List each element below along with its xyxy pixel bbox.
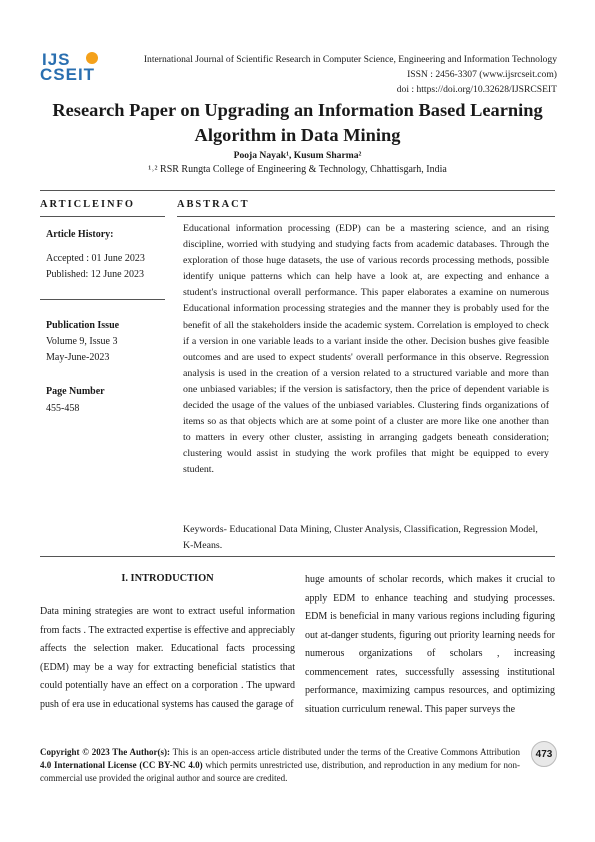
journal-header bbox=[102, 52, 557, 97]
license-text-a: This is an open-access article distributed under the terms of the Creative Commons Attribution bbox=[170, 747, 520, 757]
journal-logo bbox=[40, 50, 100, 92]
journal-doi[interactable]: doi : https://doi.org/10.32628/IJSRCSEIT bbox=[396, 84, 557, 95]
divider-top bbox=[40, 190, 555, 191]
publication-issue-label: Publication Issue bbox=[46, 320, 120, 331]
license-text-b: which permits unrestricted use, distribution, and reproduction in any medium for non-commercial use provided the original author and source are credited. bbox=[40, 760, 520, 783]
page-number-label: Page Number bbox=[46, 386, 105, 397]
divider-abstract bbox=[177, 216, 555, 217]
paper-affiliation: ¹˒² RSR Rungta College of Engineering & Technology, Chhattisgarh, India bbox=[148, 164, 447, 175]
introduction-heading: I. INTRODUCTION bbox=[121, 573, 214, 584]
logo-dot-icon bbox=[86, 52, 98, 64]
journal-issn: ISSN : 2456-3307 (www.ijsrcseit.com) bbox=[407, 69, 557, 80]
license-name[interactable]: 4.0 International License (CC BY-NC 4.0) bbox=[40, 760, 203, 770]
page-number-badge: 473 bbox=[531, 741, 557, 767]
copyright-notice bbox=[40, 746, 520, 785]
page-range: 455-458 bbox=[46, 403, 80, 414]
article-info-heading: ARTICLEINFO bbox=[40, 199, 135, 210]
keywords: Keywords- Educational Data Mining, Cluster Analysis, Classification, Regression Model, K-Means. bbox=[183, 524, 538, 552]
logo-text-top: IJS bbox=[42, 50, 71, 69]
logo-text-bottom: CSEIT bbox=[40, 65, 96, 84]
published-date: Published: 12 June 2023 bbox=[46, 269, 145, 280]
accepted-date: Accepted : 01 June 2023 bbox=[46, 253, 145, 264]
publication-period: May-June-2023 bbox=[46, 352, 110, 363]
divider-bottom bbox=[40, 556, 555, 557]
journal-name: International Journal of Scientific Research in Computer Science, Engineering and Information Technology bbox=[143, 54, 557, 65]
article-history-label: Article History: bbox=[46, 229, 114, 240]
volume-issue: Volume 9, Issue 3 bbox=[46, 336, 118, 347]
copyright-label: Copyright © 2023 The Author(s): bbox=[40, 747, 170, 757]
divider-history bbox=[40, 299, 165, 300]
abstract-heading: ABSTRACT bbox=[177, 199, 250, 210]
paper-title: Research Paper on Upgrading an Information Based Learning Algorithm in Data Mining bbox=[52, 100, 543, 145]
divider-info bbox=[40, 216, 165, 217]
paper-authors: Pooja Nayak¹, Kusum Sharma² bbox=[233, 150, 362, 161]
abstract-text: Educational information processing (EDP) can be a mastering science, and an rising discipline, worried with studying and studying facts from academic databases. Through the exploration of those huge datasets, the use of various records processing methods, possible identify unique patterns which can help have a look at, are expecting and enhance a student's instructional overall performance. This paper elaborates a examine on numerous Educational information processing strategies and the manner they is probably used for the benefit of all the stakeholders inside the academic system. Correlation is employed to check if a version in one variable leads to a variant inside the other. Decision bushes give feasible outcomes and are used to expect students' overall performance in this observe. Regression analysis is used in the creation of a version related to a structured variable and more than one unbiased variables; if the version is satisfactory, then the price of dependent variable is decided the usage of the values of the unbiased variables. Clustering finds organizations of items so as that objects which are at some point of a cluster are more like one another than to matters in every other cluster, assisting in arranging gadgets beneath consideration; clustering would assist in studying the work profiles that might be equipped to every student. bbox=[183, 223, 549, 476]
introduction-right-column: huge amounts of scholar records, which makes it crucial to apply EDM to enhance teaching and studying processes. EDM is beneficial in many various regions including figuring out at-danger students, figuring out priority learning needs for numerous organizations of scholars , increasing commencement rates, successfully assessing institutional performance, maximizing campus resources, and optimizing situation curriculum renewal. This paper surveys the bbox=[305, 574, 555, 715]
introduction-left-column: Data mining strategies are wont to extract useful information from facts . The extracted expertise is effective and appreciably affects the selection maker. Educational facts processing (EDM) may be a way for extracting beneficial statistics that could potentially have an effect on a corporation . The upward push of era use in educational systems has caused the garage of bbox=[40, 606, 295, 710]
